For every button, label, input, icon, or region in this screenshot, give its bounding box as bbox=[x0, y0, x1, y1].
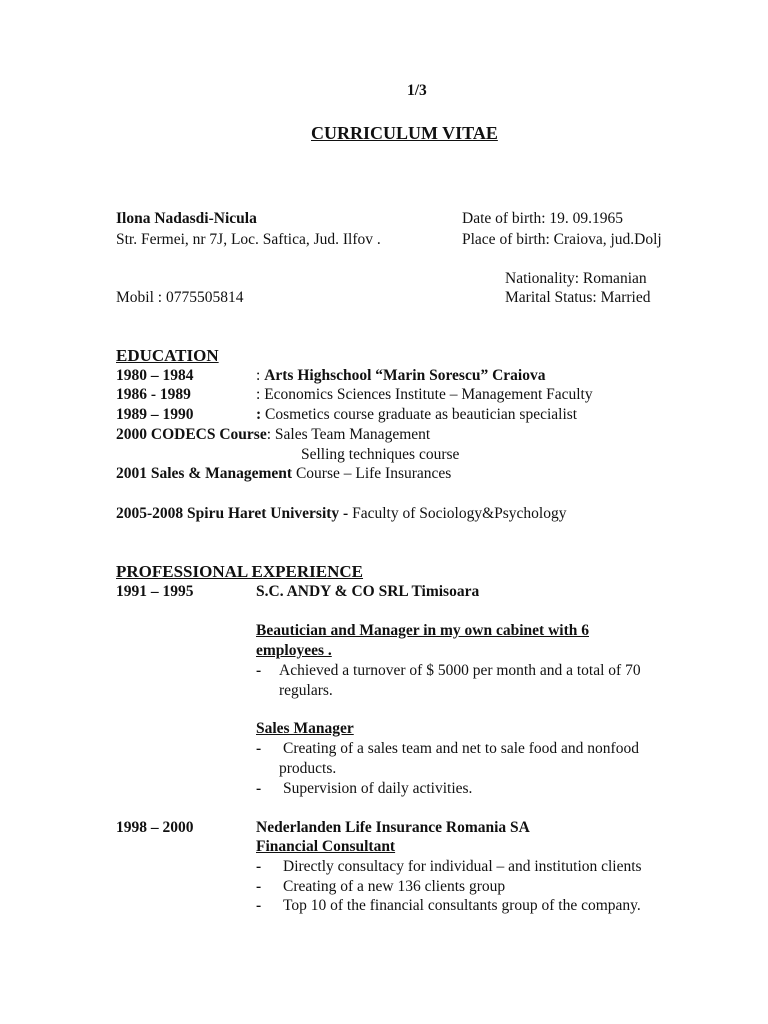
place-of-birth: Place of birth: Craiova, jud.Dolj bbox=[462, 231, 662, 248]
job1-role1-line2: employees . bbox=[256, 642, 332, 659]
edu-text-3: Cosmetics course graduate as beautician specialist bbox=[261, 406, 578, 423]
job2-years: 1998 – 2000 bbox=[116, 819, 194, 836]
job2-role: Financial Consultant bbox=[256, 838, 396, 855]
edu-row-3 bbox=[256, 405, 577, 424]
spiru-label: 2005-2008 Spiru Haret University - bbox=[116, 505, 349, 522]
job2-bullet-2: Creating of a new 136 clients group bbox=[283, 878, 506, 895]
job2-dash-3: - bbox=[256, 897, 262, 914]
edu-sep-2: : bbox=[256, 386, 261, 403]
job1-role2: Sales Manager bbox=[256, 720, 354, 737]
address: Str. Fermei, nr 7J, Loc. Saftica, Jud. Ilfov . bbox=[116, 231, 381, 248]
job2-bullet-3: Top 10 of the financial consultants group of the company. bbox=[283, 897, 641, 914]
nationality: Nationality: Romanian bbox=[505, 270, 647, 287]
edu-row-2 bbox=[256, 385, 593, 404]
job2-company: Nederlanden Life Insurance Romania SA bbox=[256, 819, 530, 836]
job1-role1-bullet-line2: regulars. bbox=[279, 682, 333, 699]
job1-role1-bullet-line1: Achieved a turnover of $ 5000 per month and a total of 70 bbox=[279, 662, 641, 679]
edu-sep-3: : bbox=[256, 406, 262, 423]
spiru-haret bbox=[116, 504, 567, 523]
job1-role2-dash-2: - bbox=[256, 780, 262, 797]
edu-sep-1: : bbox=[256, 367, 265, 384]
job1-role2-bullet1-line1: Creating of a sales team and net to sale food and nonfood bbox=[283, 740, 639, 757]
job1-company: S.C. ANDY & CO SRL Timisoara bbox=[256, 583, 480, 600]
edu-years-1: 1980 – 1984 bbox=[116, 367, 194, 384]
edu-years-2: 1986 - 1989 bbox=[116, 386, 191, 403]
marital-status: Marital Status: Married bbox=[505, 289, 651, 306]
sales-text: Course – Life Insurances bbox=[292, 465, 452, 482]
edu-years-3: 1989 – 1990 bbox=[116, 406, 194, 423]
job2-bullet-1: Directly consultacy for individual – and institution clients bbox=[283, 858, 642, 875]
edu-row-1 bbox=[256, 366, 545, 385]
job1-role2-bullet1-line2: products. bbox=[279, 760, 337, 777]
job1-years: 1991 – 1995 bbox=[116, 583, 194, 600]
experience-heading: PROFESSIONAL EXPERIENCE bbox=[116, 562, 364, 581]
job1-role1-dash: - bbox=[256, 662, 262, 679]
mobile: Mobil : 0775505814 bbox=[116, 289, 244, 306]
spiru-text: Faculty of Sociology&Psychology bbox=[348, 505, 567, 522]
codecs-text: : Sales Team Management bbox=[266, 426, 431, 443]
codecs-course bbox=[116, 425, 430, 444]
page-number: 1/3 bbox=[407, 82, 427, 99]
date-of-birth: Date of birth: 19. 09.1965 bbox=[462, 210, 624, 227]
codecs-label: 2000 CODECS Course bbox=[116, 426, 267, 443]
edu-text-2: Economics Sciences Institute – Management Faculty bbox=[260, 386, 593, 403]
name: Ilona Nadasdi-Nicula bbox=[116, 210, 257, 227]
job2-dash-1: - bbox=[256, 858, 262, 875]
education-heading: EDUCATION bbox=[116, 346, 219, 365]
job1-role2-bullet2: Supervision of daily activities. bbox=[283, 780, 473, 797]
edu-text-1: Arts Highschool “Marin Sorescu” Craiova bbox=[264, 367, 546, 384]
document-title: CURRICULUM VITAE bbox=[311, 123, 498, 143]
job1-role1-line1: Beautician and Manager in my own cabinet with 6 bbox=[256, 622, 589, 639]
codecs-text-2: Selling techniques course bbox=[301, 446, 460, 463]
job2-dash-2: - bbox=[256, 878, 262, 895]
sales-course bbox=[116, 464, 451, 483]
job1-role2-dash-1: - bbox=[256, 740, 262, 757]
sales-label: 2001 Sales & Management bbox=[116, 465, 293, 482]
